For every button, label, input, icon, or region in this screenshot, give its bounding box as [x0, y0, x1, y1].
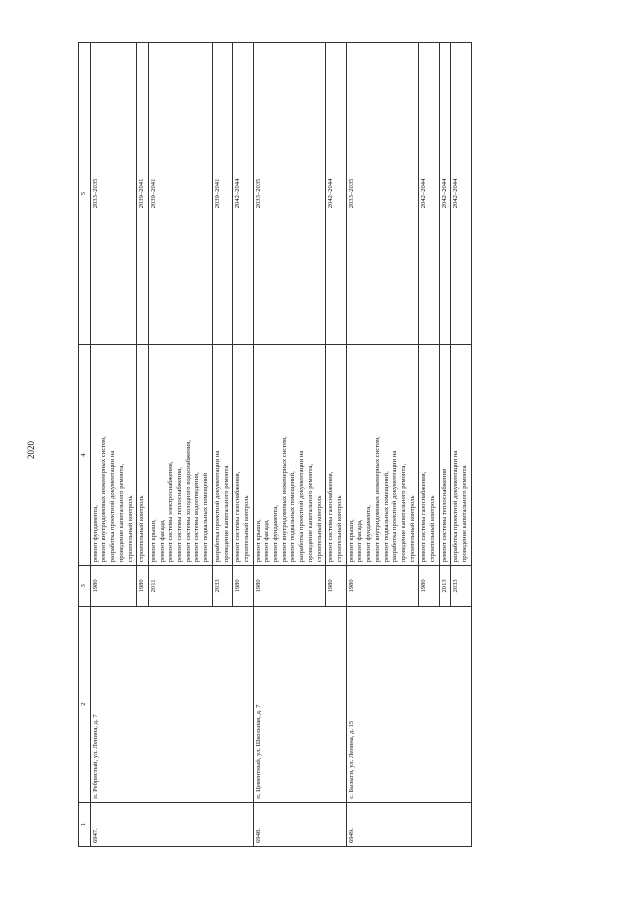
entry-address: п. Ребристый, ул. Ленина, д. 7: [90, 606, 253, 802]
page-number: [22, 441, 52, 459]
entry-number: 6948.: [253, 802, 346, 846]
period-cell: 2033–2035: [346, 43, 419, 345]
entry-number: 6949.: [346, 802, 471, 846]
works-cell: ремонт системы газоснабжения, строительный контроль: [419, 344, 439, 565]
works-cell: разработка проектной документации на проведение капитального ремонта: [451, 344, 471, 565]
works-cell: ремонт фундамента, ремонт внутридомовых инженерных систем, разработка проектной документации на проведение капитального ремонта, строительный контроль: [90, 344, 137, 565]
table-row: [90, 43, 137, 847]
entry-address: п. Цементный, ул. Школьная, д. 7: [253, 606, 346, 802]
works-cell: ремонт крыши, ремонт фасада, ремонт системы электроснабжения, ремонт системы теплоснабжения, ремонт системы холодного водоснабжения, ремонт системы водоотведения, ремонт подвальных помещений: [148, 344, 212, 565]
header-row: [79, 43, 91, 847]
works-cell: ремонт системы теплоснабжения: [439, 344, 451, 565]
year-cell: 2013: [439, 566, 451, 606]
works-cell: ремонт крыши, ремонт фасада, ремонт фундамента, ремонт внутридомовых инженерных систем, ремонт подвальных помещений, разработка проектной документации на проведение капитального ремонта, строительный контроль: [253, 344, 326, 565]
year-cell: 1980: [326, 566, 346, 606]
page-number-text: 2020: [26, 441, 36, 459]
works-cell: ремонт системы газоснабжения, строительный контроль: [233, 344, 253, 565]
period-cell: 2042–2044: [233, 43, 253, 345]
period-cell: 2033–2035: [253, 43, 326, 345]
year-cell: 1980: [137, 566, 149, 606]
header-col-4: 4: [79, 344, 91, 565]
period-cell: 2042–2044: [419, 43, 439, 345]
repair-schedule-table: [78, 42, 472, 847]
year-cell: 2033: [212, 566, 232, 606]
year-cell: 1980: [253, 566, 326, 606]
header-col-3: 3: [79, 566, 91, 606]
year-cell: 1980: [419, 566, 439, 606]
entry-address: с. Бызыги, ул. Ленина, д. 15: [346, 606, 471, 802]
year-cell: 1980: [90, 566, 137, 606]
rotated-table-container: [78, 42, 621, 847]
header-col-1: 1: [79, 802, 91, 846]
header-col-5: 5: [79, 43, 91, 345]
entry-number: 6947.: [90, 802, 253, 846]
table-row: [346, 43, 419, 847]
works-cell: ремонт крыши, ремонт фасада, ремонт фундамента, ремонт внутридомовых инженерных систем, ремонт подвальных помещений, разработка проектной документации на проведение капитального ремонта, строительный контроль: [346, 344, 419, 565]
year-cell: 1980: [346, 566, 419, 606]
works-cell: ремонт системы газоснабжения, строительный контроль: [326, 344, 346, 565]
year-cell: 1980: [233, 566, 253, 606]
period-cell: 2033–2035: [90, 43, 137, 345]
period-cell: 2039–2041: [137, 43, 149, 345]
period-cell: 2042–2044: [439, 43, 451, 345]
period-cell: 2039–2041: [148, 43, 212, 345]
header-col-2: 2: [79, 606, 91, 802]
table-row: [253, 43, 326, 847]
year-cell: 2011: [148, 566, 212, 606]
period-cell: 2042–2044: [451, 43, 471, 345]
table-body: [90, 43, 471, 847]
year-cell: 2033: [451, 566, 471, 606]
works-cell: разработка проектной документации на проведение капитального ремонта: [212, 344, 232, 565]
works-cell: строительный контроль: [137, 344, 149, 565]
period-cell: 2039–2041: [212, 43, 232, 345]
period-cell: 2042–2044: [326, 43, 346, 345]
